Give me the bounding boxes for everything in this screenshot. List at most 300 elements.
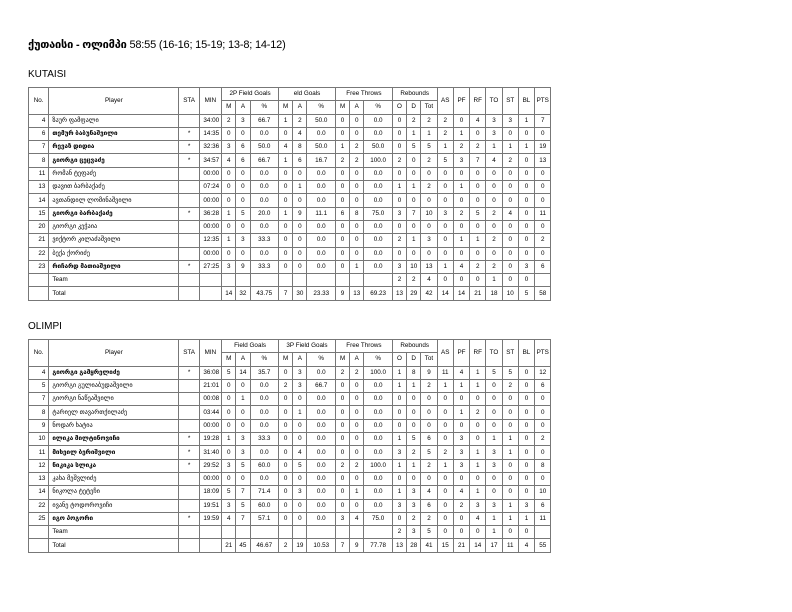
stat-cell: 0.0 <box>364 127 392 140</box>
stat-cell: 2 <box>437 114 453 127</box>
stat-cell: 0 <box>437 406 453 419</box>
minutes-played: 32:36 <box>199 141 221 154</box>
stat-cell <box>364 526 392 539</box>
stat-cell <box>307 274 335 287</box>
stat-cell: 0 <box>335 393 349 406</box>
stat-cell: 1 <box>335 141 349 154</box>
stat-cell: 6 <box>335 207 349 220</box>
column-subheader: Tot <box>421 353 437 366</box>
stat-cell: 0.0 <box>307 472 335 485</box>
stat-cell: 10 <box>502 287 518 300</box>
stat-cell: 33.3 <box>250 234 278 247</box>
player-number: 7 <box>29 393 49 406</box>
stat-cell: 0 <box>279 194 293 207</box>
column-subheader: A <box>293 353 307 366</box>
column-subheader: D <box>407 353 421 366</box>
column-subheader: M <box>222 353 236 366</box>
stat-cell: 3 <box>407 499 421 512</box>
player-name: გიორგი გამყრელიძე <box>49 366 179 379</box>
starter-mark <box>179 220 199 233</box>
stat-cell: 2 <box>470 260 486 273</box>
stat-cell: 0 <box>535 406 551 419</box>
stat-cell: 16.7 <box>307 154 335 167</box>
stat-cell: 0 <box>518 127 534 140</box>
stat-cell: 0 <box>350 194 364 207</box>
starter-mark <box>179 167 199 180</box>
stat-cell: 35.7 <box>250 366 278 379</box>
minutes-played: 21:01 <box>199 379 221 392</box>
stat-cell: 0 <box>279 419 293 432</box>
stat-cell: 2 <box>421 154 437 167</box>
stat-cell: 0 <box>293 419 307 432</box>
stat-cell: 66.7 <box>250 114 278 127</box>
stat-cell: 3 <box>236 114 250 127</box>
stat-cell: 0 <box>453 247 469 260</box>
stat-cell: 0 <box>518 459 534 472</box>
stat-cell: 1 <box>222 207 236 220</box>
column-subheader: A <box>236 353 250 366</box>
stat-cell: 0 <box>453 220 469 233</box>
stat-cell: 0 <box>437 194 453 207</box>
stat-cell: 0.0 <box>250 127 278 140</box>
stat-cell: 0 <box>392 220 406 233</box>
stat-cell: 0 <box>486 181 502 194</box>
stat-cell: 2 <box>421 114 437 127</box>
stat-cell: 0.0 <box>364 247 392 260</box>
stat-cell: 0 <box>407 247 421 260</box>
stat-cell: 0 <box>502 247 518 260</box>
stat-cell: 0 <box>453 114 469 127</box>
stat-cell: 8 <box>293 141 307 154</box>
stat-cell: 4 <box>453 366 469 379</box>
stat-cell: 3 <box>335 512 349 525</box>
stat-cell: 0 <box>350 499 364 512</box>
stat-cell: 1 <box>502 499 518 512</box>
stat-cell: 0 <box>486 406 502 419</box>
stat-cell: 0 <box>392 114 406 127</box>
stat-cell: 1 <box>470 366 486 379</box>
stat-cell: 2 <box>279 379 293 392</box>
stat-cell: 4 <box>293 446 307 459</box>
column-header: PF <box>453 88 469 115</box>
team-row-label: Team <box>49 274 179 287</box>
stat-cell: 0.0 <box>307 127 335 140</box>
stat-cell: 13 <box>421 260 437 273</box>
stat-cell: 0 <box>437 486 453 499</box>
player-row <box>29 406 577 419</box>
stat-cell: 5 <box>222 486 236 499</box>
stat-cell: 0 <box>279 472 293 485</box>
stat-cell: 0 <box>293 393 307 406</box>
stat-cell: 0.0 <box>307 419 335 432</box>
stat-cell: 0 <box>518 433 534 446</box>
stat-cell: 33.3 <box>250 433 278 446</box>
stat-cell: 8 <box>350 207 364 220</box>
column-header: Free Throws <box>335 88 392 101</box>
stat-cell: 0 <box>486 220 502 233</box>
stat-cell: 66.7 <box>250 154 278 167</box>
stat-cell: 0 <box>236 194 250 207</box>
stat-cell: 0 <box>350 433 364 446</box>
stat-cell: 10 <box>407 260 421 273</box>
stat-cell: 2 <box>437 127 453 140</box>
stat-cell: 50.0 <box>307 141 335 154</box>
stat-cell: 6 <box>535 499 551 512</box>
player-row <box>29 220 577 233</box>
column-header: 3P Field Goals <box>279 340 336 353</box>
stat-cell: 0 <box>392 406 406 419</box>
stat-cell: 5 <box>407 433 421 446</box>
stat-cell: 5 <box>421 446 437 459</box>
starter-mark: * <box>179 141 199 154</box>
empty-cell <box>29 526 49 539</box>
stat-cell: 0 <box>502 406 518 419</box>
stat-cell: 0 <box>502 472 518 485</box>
player-number: 14 <box>29 486 49 499</box>
player-row <box>29 486 577 499</box>
starter-mark: * <box>179 366 199 379</box>
stat-cell <box>250 526 278 539</box>
player-row <box>29 446 577 459</box>
stat-cell: 0 <box>453 274 469 287</box>
stat-cell: 3 <box>453 154 469 167</box>
stat-cell: 0.0 <box>364 419 392 432</box>
stat-cell: 4 <box>421 274 437 287</box>
empty-cell <box>199 274 221 287</box>
stat-cell: 29 <box>407 287 421 300</box>
empty-cell <box>199 526 221 539</box>
stat-cell: 7 <box>236 512 250 525</box>
stat-cell: 14 <box>470 539 486 552</box>
stat-cell: 3 <box>392 499 406 512</box>
stat-cell: 69.23 <box>364 287 392 300</box>
player-number: 10 <box>29 433 49 446</box>
stat-cell: 0 <box>293 247 307 260</box>
stat-cell: 3 <box>486 459 502 472</box>
stat-cell: 0.0 <box>250 167 278 180</box>
stat-cell: 0 <box>335 379 349 392</box>
minutes-played: 00:08 <box>199 393 221 406</box>
stat-cell: 0 <box>279 393 293 406</box>
stat-cell: 1 <box>407 127 421 140</box>
stat-cell: 0 <box>437 512 453 525</box>
stat-cell <box>293 526 307 539</box>
stat-cell: 9 <box>421 366 437 379</box>
player-number: 23 <box>29 260 49 273</box>
stat-cell: 0.0 <box>364 114 392 127</box>
stat-cell: 3 <box>437 207 453 220</box>
player-row <box>29 260 577 273</box>
stat-cell: 0 <box>335 472 349 485</box>
stat-cell: 0 <box>518 406 534 419</box>
stat-cell: 0.0 <box>307 260 335 273</box>
stat-cell: 0 <box>335 220 349 233</box>
stat-cell: 0 <box>470 220 486 233</box>
stat-cell: 4 <box>470 512 486 525</box>
stat-cell: 1 <box>470 446 486 459</box>
stat-cell: 100.0 <box>364 459 392 472</box>
stat-cell <box>364 274 392 287</box>
player-name: რომან ტეფაძე <box>49 167 179 180</box>
stat-cell: 0 <box>335 234 349 247</box>
stat-cell: 2 <box>486 207 502 220</box>
stat-cell: 0 <box>293 167 307 180</box>
player-name: ივანე ტოდოროვიჩი <box>49 499 179 512</box>
stat-cell: 75.0 <box>364 207 392 220</box>
stat-cell: 0 <box>335 433 349 446</box>
stat-cell: 3 <box>392 446 406 459</box>
starter-mark <box>179 393 199 406</box>
player-number: 8 <box>29 406 49 419</box>
stat-cell: 3 <box>222 141 236 154</box>
stat-cell: 3 <box>392 207 406 220</box>
stat-cell: 17 <box>486 539 502 552</box>
player-row <box>29 154 577 167</box>
stat-cell: 0 <box>518 446 534 459</box>
stat-cell: 1 <box>453 406 469 419</box>
stat-cell: 50.0 <box>364 141 392 154</box>
stat-cell: 0 <box>486 472 502 485</box>
stat-cell: 0 <box>335 406 349 419</box>
stat-cell: 1 <box>453 127 469 140</box>
stat-cell: 0 <box>502 393 518 406</box>
column-subheader: Tot <box>421 101 437 114</box>
stat-cell: 0 <box>392 393 406 406</box>
stat-cell: 3 <box>486 446 502 459</box>
stat-cell: 0 <box>222 127 236 140</box>
stat-cell: 0.0 <box>250 406 278 419</box>
stat-cell: 0 <box>335 181 349 194</box>
stat-cell: 0 <box>350 406 364 419</box>
stat-cell: 0 <box>437 393 453 406</box>
starter-mark <box>179 379 199 392</box>
stat-cell: 0 <box>350 181 364 194</box>
stat-cell: 0 <box>502 419 518 432</box>
stat-cell: 0 <box>470 127 486 140</box>
starter-mark: * <box>179 207 199 220</box>
starter-mark: * <box>179 512 199 525</box>
team-row-label: Team <box>49 526 179 539</box>
minutes-played: 29:52 <box>199 459 221 472</box>
stat-cell: 3 <box>470 499 486 512</box>
player-name: ილიკა მილტინოვიჩი <box>49 433 179 446</box>
stat-cell: 0 <box>518 366 534 379</box>
stat-cell: 0 <box>279 459 293 472</box>
player-row <box>29 114 577 127</box>
game-teams: ქუთაისი - ოლიმპი <box>28 39 127 51</box>
player-number: 22 <box>29 499 49 512</box>
player-row <box>29 234 577 247</box>
stat-cell <box>293 274 307 287</box>
stat-cell: 4 <box>279 141 293 154</box>
minutes-played: 00:00 <box>199 194 221 207</box>
stat-cell: 0 <box>279 127 293 140</box>
stat-cell: 0 <box>293 220 307 233</box>
stat-cell: 5 <box>437 154 453 167</box>
column-subheader: A <box>236 101 250 114</box>
stat-cell: 2 <box>502 379 518 392</box>
column-header: BL <box>518 88 534 115</box>
stat-cell: 0.0 <box>250 472 278 485</box>
stat-cell: 2 <box>453 141 469 154</box>
stat-cell: 0 <box>279 433 293 446</box>
stat-cell: 0 <box>518 274 534 287</box>
column-subheader: % <box>307 101 335 114</box>
starter-mark <box>179 472 199 485</box>
stat-cell: 0 <box>502 526 518 539</box>
player-number: 14 <box>29 194 49 207</box>
stat-cell: 1 <box>486 141 502 154</box>
minutes-played: 12:35 <box>199 234 221 247</box>
column-subheader: A <box>350 353 364 366</box>
stat-cell: 1 <box>502 512 518 525</box>
stat-cell: 1 <box>293 406 307 419</box>
stat-cell: 7 <box>407 207 421 220</box>
stat-cell: 0 <box>293 260 307 273</box>
stat-cell: 2 <box>470 406 486 419</box>
starter-mark: * <box>179 459 199 472</box>
stat-cell: 1 <box>392 366 406 379</box>
stat-cell: 0 <box>279 512 293 525</box>
starter-mark <box>179 234 199 247</box>
column-subheader: M <box>335 101 349 114</box>
stat-cell: 0.0 <box>250 446 278 459</box>
player-name: თემურ ბაბუნაშვილი <box>49 127 179 140</box>
stat-cell: 66.7 <box>307 379 335 392</box>
player-row <box>29 512 577 525</box>
stat-cell: 13 <box>392 287 406 300</box>
stat-cell: 5 <box>236 459 250 472</box>
stat-cell: 0 <box>518 181 534 194</box>
stat-cell: 2 <box>407 512 421 525</box>
stat-cell: 0 <box>437 526 453 539</box>
stat-cell: 2 <box>486 234 502 247</box>
stat-cell: 0 <box>535 181 551 194</box>
stat-cell: 2 <box>421 512 437 525</box>
stat-cell: 0 <box>279 247 293 260</box>
player-row <box>29 207 577 220</box>
stat-cell: 20.0 <box>250 207 278 220</box>
stat-cell: 4 <box>453 486 469 499</box>
column-header: TO <box>486 88 502 115</box>
stat-cell: 2 <box>437 446 453 459</box>
starter-mark <box>179 419 199 432</box>
stat-cell: 0.0 <box>364 194 392 207</box>
stat-cell: 0 <box>453 393 469 406</box>
stat-cell: 0 <box>535 247 551 260</box>
stat-cell: 3 <box>486 114 502 127</box>
stat-cell: 0 <box>335 446 349 459</box>
minutes-played: 31:40 <box>199 446 221 459</box>
column-header: eld Goals <box>279 88 336 101</box>
starter-mark <box>179 194 199 207</box>
stat-cell: 100.0 <box>364 366 392 379</box>
stat-cell: 0 <box>335 247 349 260</box>
stat-cell: 0 <box>293 512 307 525</box>
stat-cell: 2 <box>392 526 406 539</box>
column-header: No. <box>29 88 49 115</box>
stat-cell: 3 <box>293 366 307 379</box>
stat-cell: 0 <box>279 220 293 233</box>
stat-cell: 14 <box>453 287 469 300</box>
stat-cell: 1 <box>222 433 236 446</box>
total-row-label: Total <box>49 539 179 552</box>
stat-cell: 0 <box>535 419 551 432</box>
player-number: 13 <box>29 472 49 485</box>
stat-cell: 0 <box>222 181 236 194</box>
stat-cell: 4 <box>518 539 534 552</box>
column-subheader: M <box>222 101 236 114</box>
stat-cell: 5 <box>470 207 486 220</box>
stat-cell: 0 <box>293 194 307 207</box>
column-header: MIN <box>199 88 221 115</box>
stat-cell: 4 <box>222 512 236 525</box>
player-name: იგო პოგორი <box>49 512 179 525</box>
player-number: 4 <box>29 114 49 127</box>
starter-mark <box>179 486 199 499</box>
stat-cell: 0 <box>486 419 502 432</box>
stat-cell: 0 <box>486 194 502 207</box>
stat-cell: 11 <box>502 539 518 552</box>
stat-cell: 1 <box>392 486 406 499</box>
stat-cell: 0 <box>407 194 421 207</box>
stat-cell: 21 <box>222 539 236 552</box>
player-number: 21 <box>29 234 49 247</box>
column-header: BL <box>518 340 534 367</box>
stat-cell: 0 <box>236 472 250 485</box>
stat-cell: 0 <box>392 167 406 180</box>
stat-cell: 0.0 <box>307 499 335 512</box>
stat-cell: 0 <box>279 234 293 247</box>
stat-cell: 1 <box>470 234 486 247</box>
minutes-played: 14:35 <box>199 127 221 140</box>
stat-cell <box>350 274 364 287</box>
column-subheader: M <box>335 353 349 366</box>
game-score: 58:55 <box>129 39 156 51</box>
stat-cell: 1 <box>392 181 406 194</box>
stat-cell: 0.0 <box>307 220 335 233</box>
stat-cell <box>222 526 236 539</box>
stat-cell: 2 <box>350 366 364 379</box>
stat-cell: 0 <box>236 220 250 233</box>
stat-cell: 0 <box>293 234 307 247</box>
column-subheader: M <box>279 101 293 114</box>
stat-cell: 0 <box>236 127 250 140</box>
stat-cell: 0.0 <box>250 181 278 194</box>
stat-cell: 0 <box>222 379 236 392</box>
stat-cell: 0 <box>486 379 502 392</box>
total-row-label: Total <box>49 287 179 300</box>
stat-cell: 0 <box>502 167 518 180</box>
stat-cell: 0 <box>502 220 518 233</box>
empty-cell <box>179 526 199 539</box>
player-row <box>29 379 577 392</box>
stat-cell: 2 <box>392 234 406 247</box>
column-header: Rebounds <box>392 88 437 101</box>
stat-cell: 0 <box>279 406 293 419</box>
stat-cell: 0 <box>470 419 486 432</box>
stat-cell: 57.1 <box>250 512 278 525</box>
stat-cell: 0 <box>236 167 250 180</box>
stat-cell: 0 <box>518 167 534 180</box>
player-name: ნოდარ ხატია <box>49 419 179 432</box>
stat-cell: 2 <box>350 154 364 167</box>
stat-cell: 0 <box>502 486 518 499</box>
stat-cell: 0.0 <box>307 366 335 379</box>
minutes-played: 00:00 <box>199 247 221 260</box>
stat-cell: 7 <box>535 114 551 127</box>
stat-cell: 3 <box>293 379 307 392</box>
